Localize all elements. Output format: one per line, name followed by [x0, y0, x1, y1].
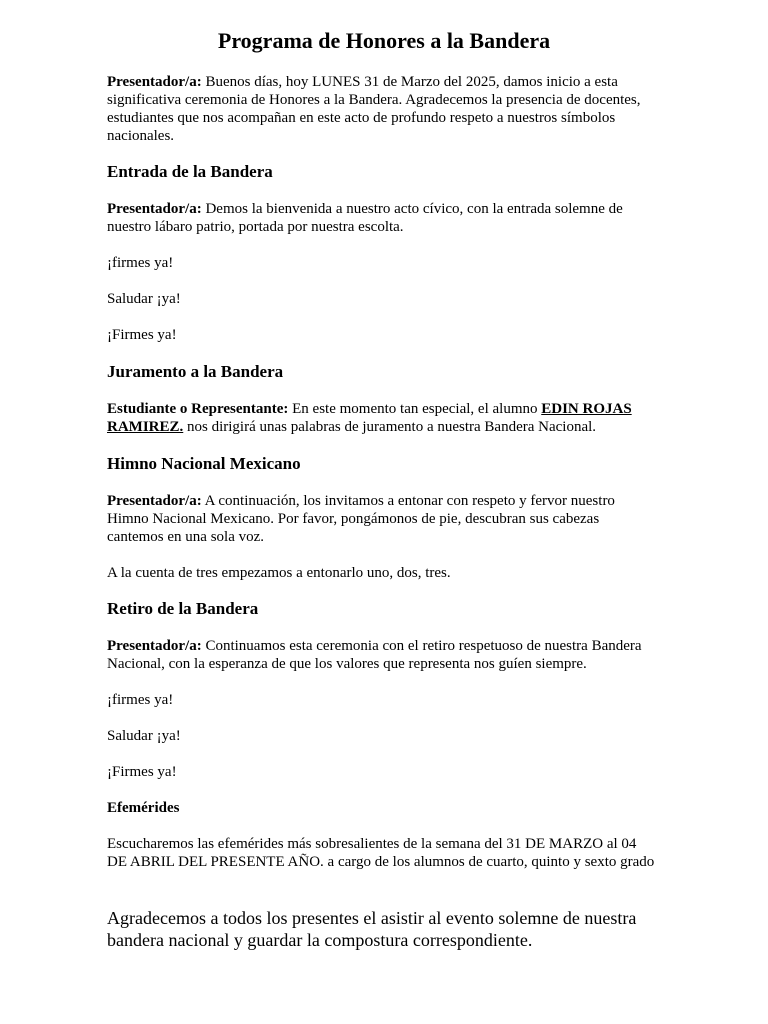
student-name: EDIN ROJAS RAMIREZ.: [107, 401, 632, 435]
efemerides-heading: Efemérides: [107, 800, 180, 816]
entrada-command-2: Saludar ¡ya!: [107, 291, 181, 307]
intro-label: Presentador/a:: [107, 74, 202, 90]
retiro-paragraph: [107, 637, 655, 673]
juramento-text-after: nos dirigirá unas palabras de juramento a nuestra Bandera Nacional.: [183, 419, 597, 435]
intro-text: Buenos días, hoy LUNES 31 de Marzo del 2025, damos inicio a esta significativa ceremonia de Honores a la Bandera. Agradecemos la presencia de docentes, estudiantes que nos acompañan en este acto de profundo respeto a nuestros símbolos nacionales.: [107, 74, 641, 144]
retiro-command-2: Saludar ¡ya!: [107, 728, 181, 744]
juramento-heading: Juramento a la Bandera: [107, 362, 284, 381]
closing-paragraph: Agradecemos a todos los presentes el asistir al evento solemne de nuestra bandera nacional y guardar la compostura correspondiente.: [107, 908, 637, 950]
entrada-command-3: ¡Firmes ya!: [107, 327, 177, 343]
himno-label: Presentador/a:: [107, 493, 202, 509]
entrada-text: Demos la bienvenida a nuestro acto cívico, con la entrada solemne de nuestro lábaro patrio, portada por nuestra escolta.: [107, 201, 623, 235]
intro-paragraph: [107, 73, 655, 145]
juramento-text-before: En este momento tan especial, el alumno: [288, 401, 542, 417]
entrada-paragraph: [107, 200, 655, 236]
retiro-command-1: ¡firmes ya!: [107, 692, 174, 708]
entrada-label: Presentador/a:: [107, 201, 202, 217]
entrada-heading: Entrada de la Bandera: [107, 162, 273, 181]
efemerides-paragraph: Escucharemos las efemérides más sobresalientes de la semana del 31 DE MARZO al 04 DE ABRIL DEL PRESENTE AÑO. a cargo de los alumnos de cuarto, quinto y sexto grado: [107, 836, 655, 870]
retiro-command-3: ¡Firmes ya!: [107, 764, 177, 780]
himno-paragraph: [107, 492, 655, 546]
himno-text: A continuación, los invitamos a entonar con respeto y fervor nuestro Himno Nacional Mexicano. Por favor, pongámonos de pie, descubran sus cabezas cantemos en una sola voz.: [107, 493, 615, 545]
retiro-text: Continuamos esta ceremonia con el retiro respetuoso de nuestra Bandera Nacional, con la esperanza de que los valores que representa nos guíen siempre.: [107, 638, 642, 672]
retiro-heading: Retiro de la Bandera: [107, 599, 259, 618]
himno-count-text: A la cuenta de tres empezamos a entonarlo uno, dos, tres.: [107, 565, 451, 581]
retiro-label: Presentador/a:: [107, 638, 202, 654]
document-title: Programa de Honores a la Bandera: [217, 28, 551, 53]
himno-heading: Himno Nacional Mexicano: [107, 454, 301, 473]
juramento-label: Estudiante o Representante:: [107, 401, 289, 417]
entrada-command-1: ¡firmes ya!: [107, 255, 174, 271]
juramento-paragraph: [107, 400, 655, 436]
